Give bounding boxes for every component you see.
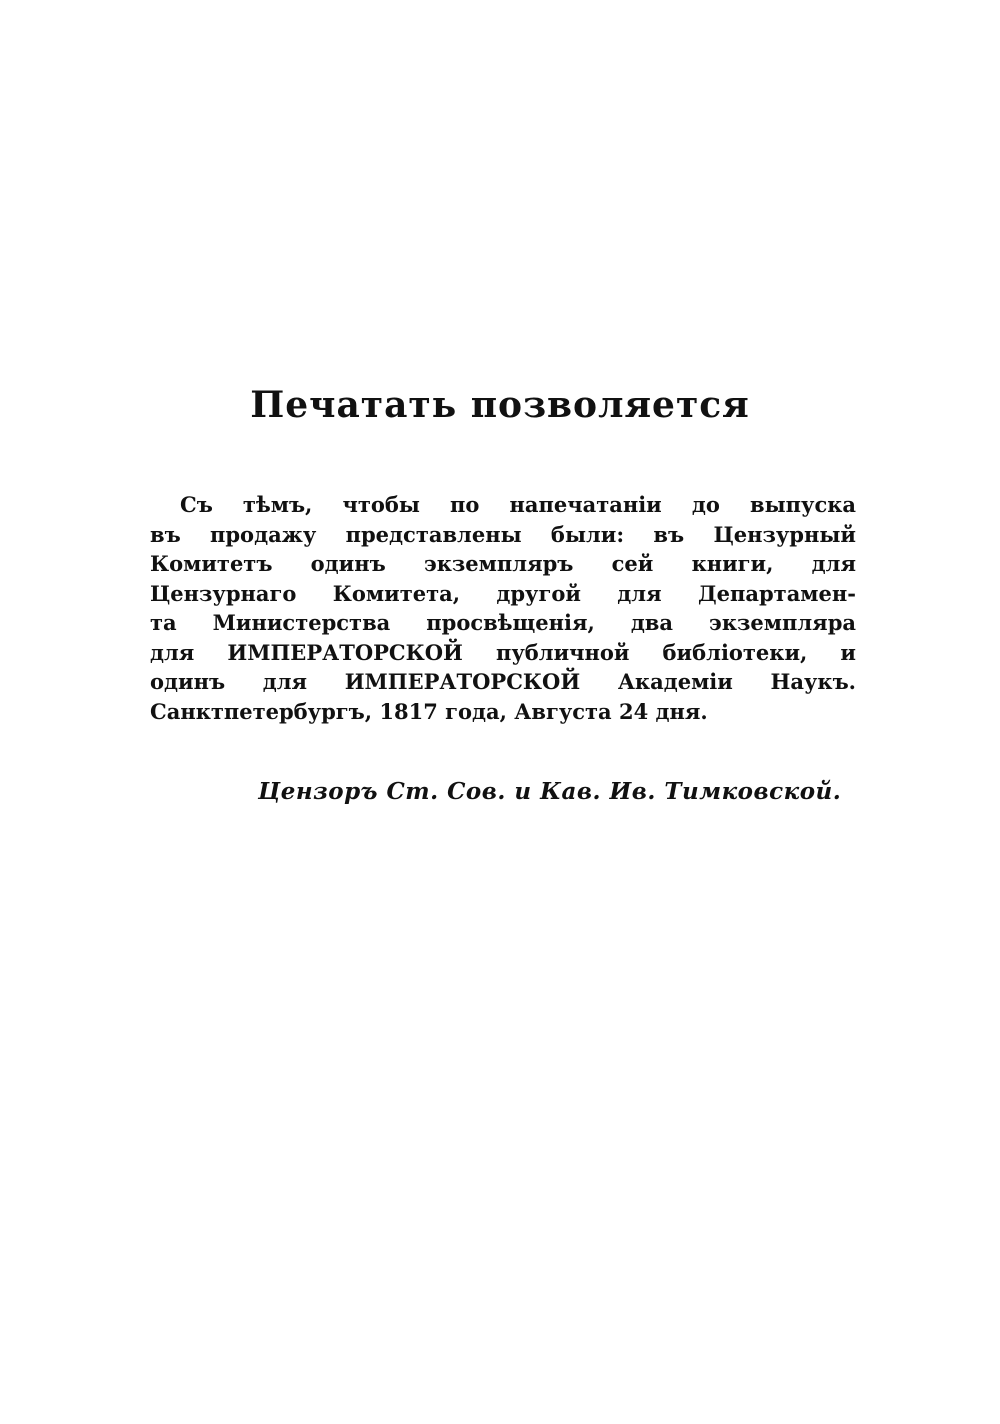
permission-text (150, 490, 856, 726)
text-line: въ продажу представлены были: въ Цензурный (150, 521, 856, 547)
page-title: Печатать позволяется (250, 384, 750, 426)
text-line: та Министерства просвѣщенія, два экземпляра (150, 610, 856, 635)
censor-signature: Цензоръ Ст. Сов. и Кав. Ив. Тимковской. (258, 778, 842, 805)
text-line: одинъ для ИМПЕРАТОРСКОЙ Академіи Наукъ. (150, 669, 856, 694)
text-line: Комитетъ одинъ экземпляръ сей книги, для (150, 551, 856, 576)
text-line: Санктпетербургъ, 1817 года, Августа 24 дня. (150, 698, 708, 724)
text-line: для ИМПЕРАТОРСКОЙ публичной библіотеки, и (150, 639, 856, 665)
text-line: Цензурнаго Комитета, другой для Департамен- (150, 580, 856, 606)
text-line: Съ тѣмъ, чтобы по напечатаніи до выпуска (180, 492, 856, 517)
